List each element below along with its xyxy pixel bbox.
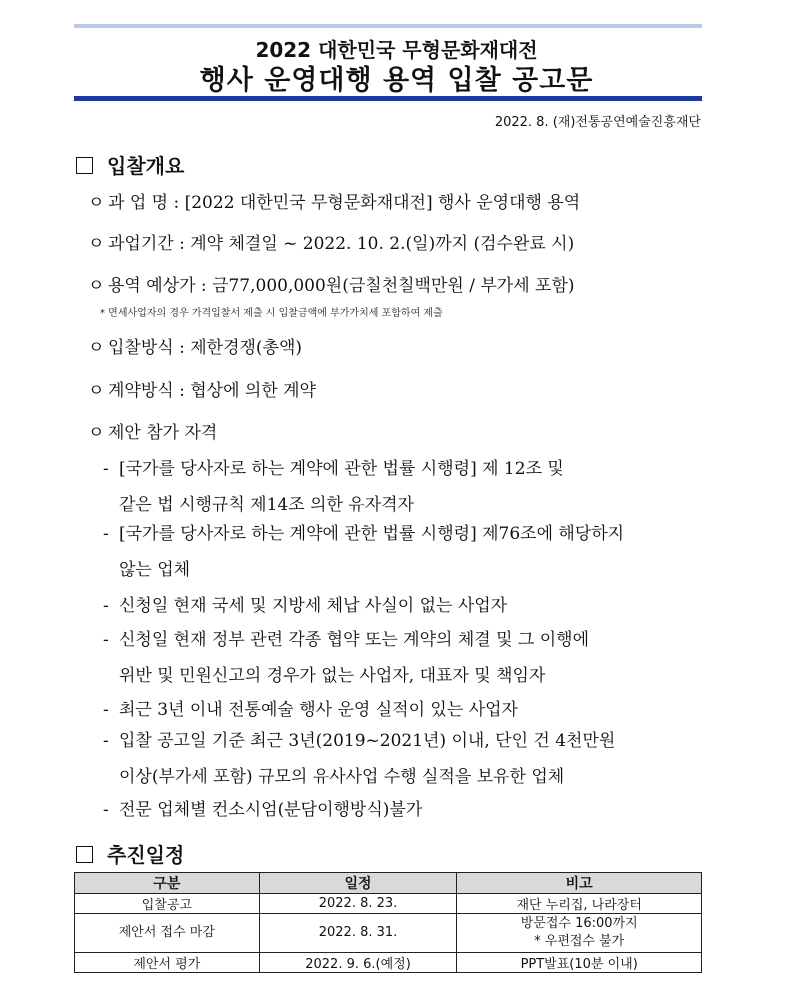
qualification-item: - 최근 3년 이내 전통예술 행사 운영 실적이 있는 사업자 (103, 700, 518, 720)
overview-item-period: ㅇ 과업기간 : 계약 체결일 ~ 2022. 10. 2.(일)까지 (검수완료 시) (88, 229, 574, 254)
qualification-item: - 전문 업체별 컨소시엄(분담이행방식)불가 (103, 800, 423, 820)
overview-item-budget: ㅇ 용역 예상가 : 금77,000,000원(금칠천칠백만원 / 부가세 포함) (88, 271, 575, 296)
circle-bullet-icon: ㅇ (88, 234, 105, 254)
qualification-item: - [국가를 당사자로 하는 계약에 관한 법률 시행령] 제 12조 및 같은 법 시행규칙 제14조 의한 유자격자 (103, 459, 564, 515)
cell-category: 제안서 접수 마감 (75, 914, 260, 953)
title-line-1: 2022 대한민국 무형문화재대전 (255, 38, 538, 62)
column-header: 비고 (457, 873, 702, 894)
overview-item-contract-method: ㅇ 계약방식 : 협상에 의한 계약 (88, 376, 316, 401)
checkbox-square-icon (76, 846, 93, 863)
qualification-item: - 입찰 공고일 기준 최근 3년(2019~2021년) 이내, 단인 건 4천만원 이상(부가세 포함) 규모의 유사사업 수행 실적을 보유한 업체 (103, 731, 616, 787)
circle-bullet-icon: ㅇ (88, 193, 105, 213)
price-note: * 면세사업자의 경우 가격입찰서 제출 시 입찰금액에 부가가치세 포함하여 제출 (100, 308, 443, 319)
cell-category: 입찰공고 (75, 894, 260, 914)
table-row (75, 953, 702, 973)
issue-date: 2022. 8. (재)전통공연예술진흥재단 (494, 115, 701, 130)
section-overview-heading: 입찰개요 (76, 150, 184, 179)
cell-date: 2022. 8. 23. (259, 894, 457, 914)
qualification-item: - 신청일 현재 국세 및 지방세 체납 사실이 없는 사업자 (103, 596, 508, 616)
title-bottom-rule (74, 96, 702, 101)
qualification-item: - [국가를 당사자로 하는 계약에 관한 법률 시행령] 제76조에 해당하지 않는 업체 (103, 524, 625, 580)
cell-date: 2022. 9. 6.(예정) (259, 953, 457, 973)
overview-item-qualification: ㅇ 제안 참가 자격 (88, 418, 217, 443)
cell-category: 제안서 평가 (75, 953, 260, 973)
overview-item-project-name: ㅇ 과 업 명 : [2022 대한민국 무형문화재대전] 행사 운영대행 용역 (88, 188, 580, 213)
cell-note: 방문접수 16:00까지 * 우편접수 불가 (457, 914, 702, 953)
cell-note: PPT발표(10분 이내) (457, 953, 702, 973)
table-header-row (75, 873, 702, 894)
table-row (75, 894, 702, 914)
page-title: 행사 운영대행 용역 입찰 공고문 (199, 65, 594, 96)
circle-bullet-icon: ㅇ (88, 338, 105, 358)
title-top-rule (74, 24, 702, 28)
cell-note: 재단 누리집, 나라장터 (457, 894, 702, 914)
table-row (75, 914, 702, 953)
circle-bullet-icon: ㅇ (88, 381, 105, 401)
cell-date: 2022. 8. 31. (259, 914, 457, 953)
column-header: 일정 (259, 873, 457, 894)
qualification-item: - 신청일 현재 정부 관련 각종 협약 또는 계약의 체결 및 그 이행에 위반 및 민원신고의 경우가 없는 사업자, 대표자 및 책임자 (103, 630, 589, 686)
schedule-table (74, 872, 702, 973)
overview-item-bid-method: ㅇ 입찰방식 : 제한경쟁(총액) (88, 333, 302, 358)
circle-bullet-icon: ㅇ (88, 276, 105, 296)
section-schedule-heading: 추진일정 (76, 839, 184, 868)
checkbox-square-icon (76, 157, 93, 174)
column-header: 구분 (75, 873, 260, 894)
circle-bullet-icon: ㅇ (88, 423, 105, 443)
